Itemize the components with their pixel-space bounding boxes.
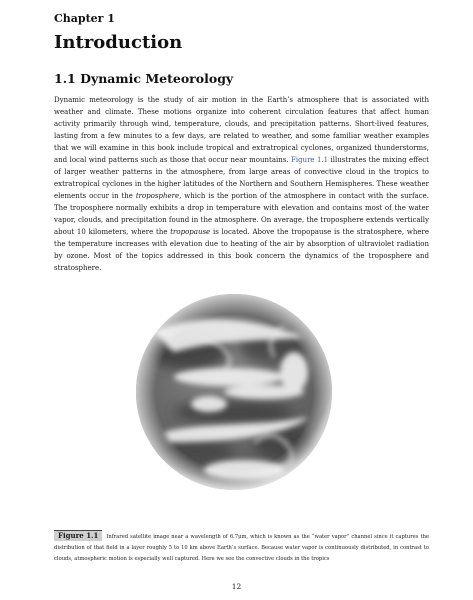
body-paragraph [54,94,429,274]
body-text-part3: , which is the portion of the atmosphere in contact with the surface. The troposphere normally exhibits a drop in temperature with elevation and contains most of the water vapor, clouds, and precipitation found in the atmosphere. On average, the troposphere extends vertically about 10 kilometers, where the [54,192,429,236]
chapter-title: Introduction [54,32,183,53]
globe-graphic [134,292,334,492]
page-number: 12 [231,582,242,591]
figure-reference-link[interactable]: Figure 1.1 [290,156,329,164]
satellite-globe-image [134,292,334,492]
figure-caption-label: Figure 1.1 [54,530,102,541]
figure-caption-text: Infrared satellite image near a wavelength of 6.7μm, which is known as the “water vapor” channel since it captures the distribution of that field in a layer roughly 5 to 10 km above Earth’s surface. Because water vapor is continuously distributed, in contrast to clouds, atmospheric motion is especially well captured. Here we see the convective clouds in the tropics [54,534,429,562]
chapter-label: Chapter 1 [54,12,115,25]
figure-caption [54,530,429,565]
body-text-part4: is located. Above the tropopause is the stratosphere, where the temperature increases with elevation due to heating of the air by absorption of ultraviolet radiation by ozone. Most of the topics addressed in this book concern the dynamics of the troposphere and stratosphere. [54,228,429,272]
term-troposphere: troposphere [135,192,180,200]
body-text-part1: Dynamic meteorology is the study of air motion in the Earth’s atmosphere that is associated with weather and climate. These motions organize into coherent circulation features that affect human activity primarily through wind, temperature, clouds, and precipitation patterns. Short-lived features, lasting from a few minutes to a few days, are related to weather, and some familiar weather examples that we will examine in this book include tropical and extratropical cyclones, organized thunderstorms, and local wind patterns such as those that occur near mountains. [54,96,429,164]
section-heading: 1.1 Dynamic Meteorology [54,71,234,86]
term-tropopause: tropopause [170,228,211,236]
body-text-part2: illustrates the mixing effect of larger weather patterns in the atmosphere, from large areas of convective cloud in the tropics to extratropical cyclones in the higher latitudes of the Northern and Southern Hemispheres. These weather elements occur in the [54,156,429,200]
